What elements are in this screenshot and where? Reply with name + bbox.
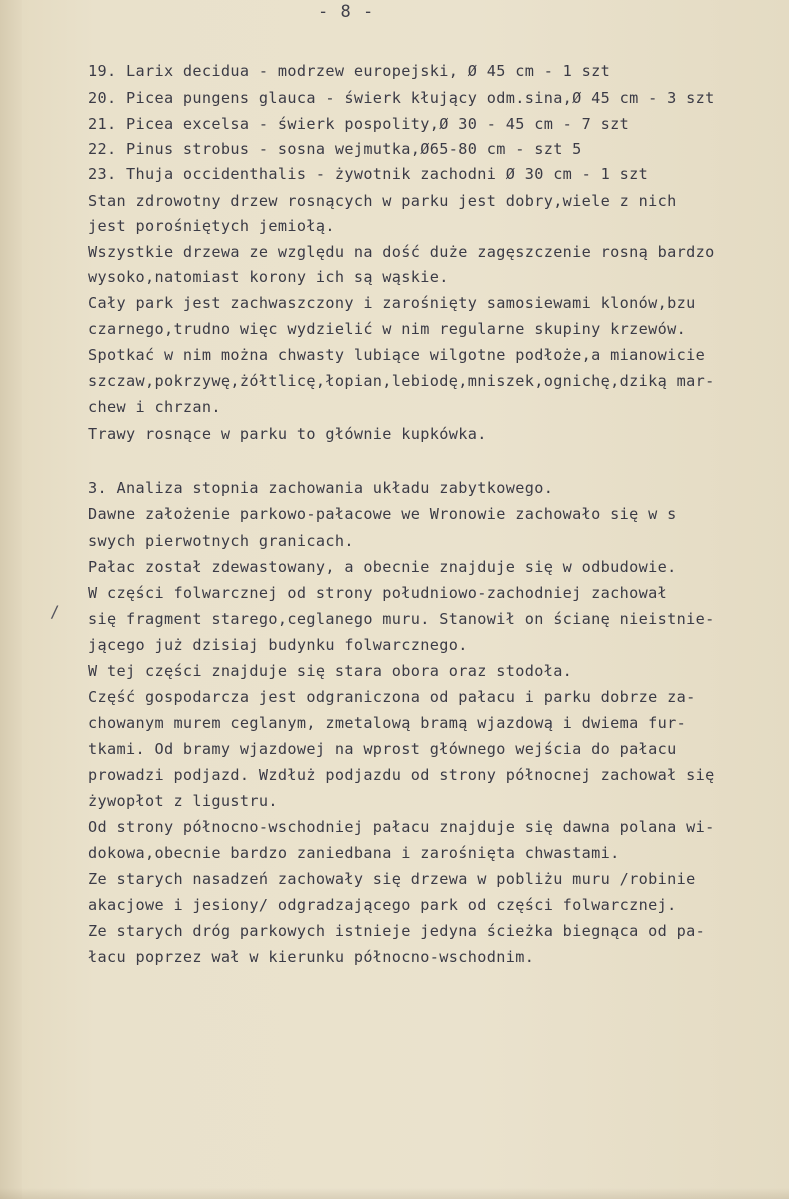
species-line-20: 20. Picea pungens glauca - świerk kłujący odm.sina,Ø 45 cm - 3 szt xyxy=(88,89,715,107)
binding-edge xyxy=(0,0,22,1199)
text-line: Trawy rosnące w parku to głównie kupkówka. xyxy=(88,425,487,443)
page-bottom-edge xyxy=(0,1188,789,1199)
text-line: czarnego,trudno więc wydzielić w nim regularne skupiny krzewów. xyxy=(88,320,687,338)
page-number: - 8 - xyxy=(318,2,375,22)
section-heading: 3. Analiza stopnia zachowania układu zabytkowego. xyxy=(88,479,554,497)
text-line: Stan zdrowotny drzew rosnących w parku jest dobry,wiele z nich xyxy=(88,192,677,210)
text-line: żywopłot z ligustru. xyxy=(88,792,278,810)
text-line: akacjowe i jesiony/ odgradzającego park od części folwarcznej. xyxy=(88,896,677,914)
text-line: Pałac został zdewastowany, a obecnie znajduje się w odbudowie. xyxy=(88,558,677,576)
text-line: Cały park jest zachwaszczony i zarośnięty samosiewami klonów,bzu xyxy=(88,294,696,312)
text-line: łacu poprzez wał w kierunku północno-wschodnim. xyxy=(88,948,535,966)
text-line: jącego już dzisiaj budynku folwarcznego. xyxy=(88,636,468,654)
species-line-19: 19. Larix decidua - modrzew europejski, Ø 45 cm - 1 szt xyxy=(88,62,611,80)
text-line: Wszystkie drzewa ze względu na dość duże zagęszczenie rosną bardzo xyxy=(88,243,715,261)
text-line: Spotkać w nim można chwasty lubiące wilgotne podłoże,a mianowicie xyxy=(88,346,706,364)
text-line: Ze starych nasadzeń zachowały się drzewa w pobliżu muru /robinie xyxy=(88,870,696,888)
text-line: Ze starych dróg parkowych istnieje jedyna ścieżka biegnąca od pa- xyxy=(88,922,706,940)
text-line: prowadzi podjazd. Wzdłuż podjazdu od strony północnej zachował się xyxy=(88,766,715,784)
margin-pencil-mark: / xyxy=(50,602,60,621)
species-line-21: 21. Picea excelsa - świerk pospolity,Ø 30 - 45 cm - 7 szt xyxy=(88,115,630,133)
text-line: Od strony północno-wschodniej pałacu znajduje się dawna polana wi- xyxy=(88,818,715,836)
species-line-23: 23. Thuja occidenthalis - żywotnik zachodni Ø 30 cm - 1 szt xyxy=(88,165,649,183)
text-line: Część gospodarcza jest odgraniczona od pałacu i parku dobrze za- xyxy=(88,688,696,706)
text-line: szczaw,pokrzywę,żółtlicę,łopian,lebiodę,mniszek,ognichę,dziką mar- xyxy=(88,372,715,390)
text-line: W części folwarcznej od strony południowo-zachodniej zachował xyxy=(88,584,668,602)
text-line: W tej części znajduje się stara obora oraz stodoła. xyxy=(88,662,573,680)
species-line-22: 22. Pinus strobus - sosna wejmutka,Ø65-80 cm - szt 5 xyxy=(88,140,582,158)
text-line: chowanym murem ceglanym, zmetalową bramą wjazdową i dwiema fur- xyxy=(88,714,687,732)
text-line: jest porośniętych jemiołą. xyxy=(88,217,335,235)
text-line: swych pierwotnych granicach. xyxy=(88,532,354,550)
text-line: Dawne założenie parkowo-pałacowe we Wronowie zachowało się w s xyxy=(88,505,677,523)
text-line: się fragment starego,ceglanego muru. Stanowił on ścianę nieistnie- xyxy=(88,610,715,628)
text-line: tkami. Od bramy wjazdowej na wprost głównego wejścia do pałacu xyxy=(88,740,677,758)
text-line: dokowa,obecnie bardzo zaniedbana i zarośnięta chwastami. xyxy=(88,844,620,862)
text-line: wysoko,natomiast korony ich są wąskie. xyxy=(88,268,449,286)
text-line: chew i chrzan. xyxy=(88,398,221,416)
